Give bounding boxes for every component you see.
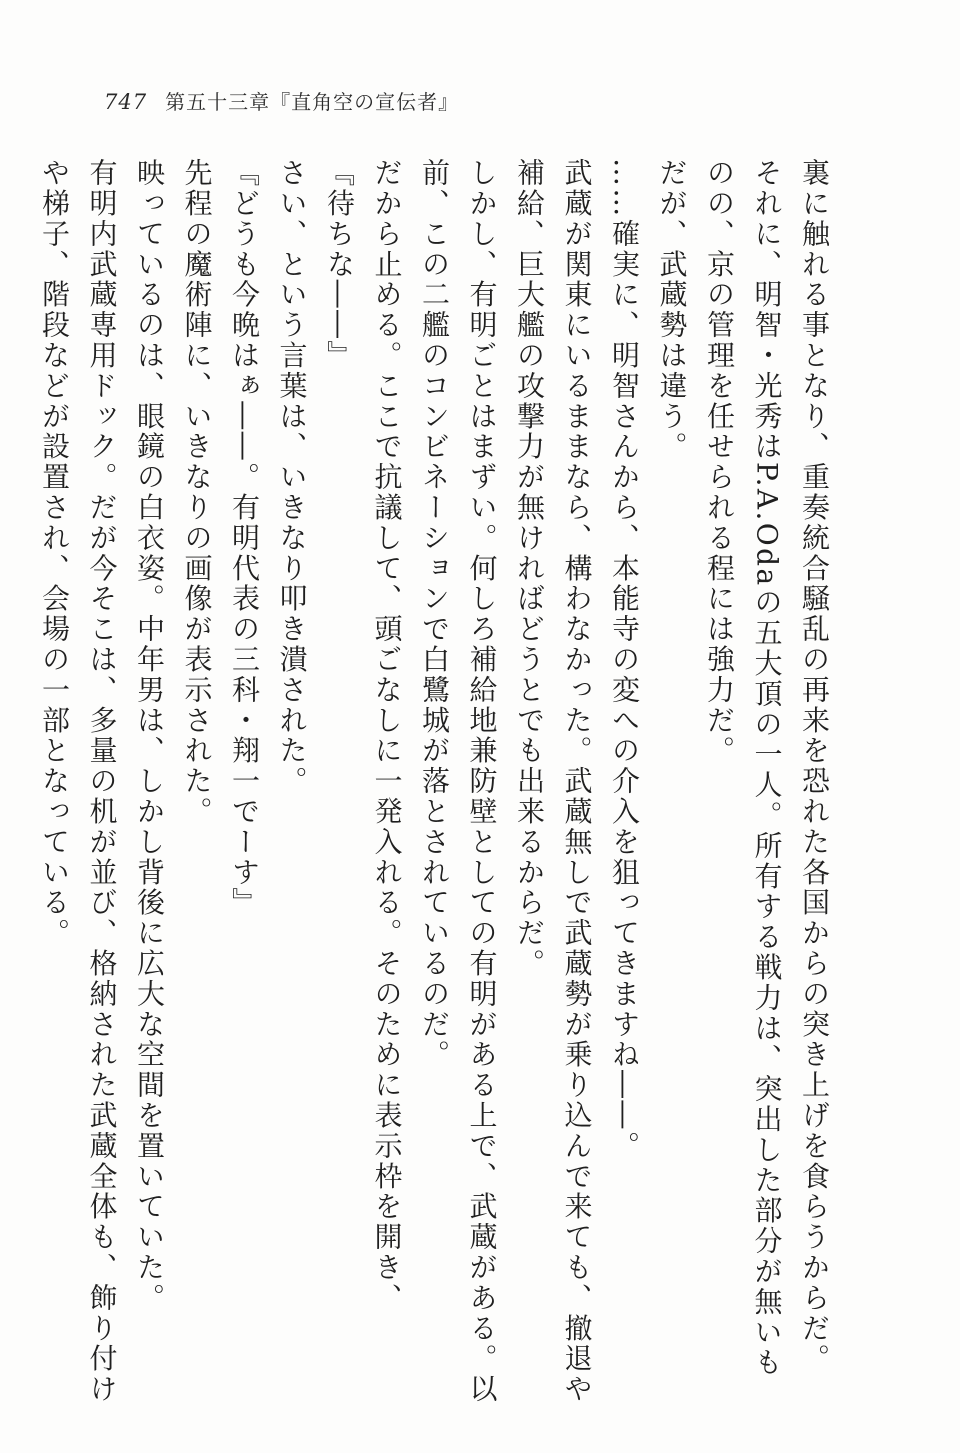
text-line: だから止める。ここで抗議して、頭ごなしに一発入れる。そのために表示枠を開き、 [370, 158, 404, 1314]
text-line: や梯子、階段などが設置され、会場の一部となっている。 [38, 158, 71, 949]
text-line: 補給、巨大艦の攻撃力が無ければどうとでも出来るからだ。 [513, 158, 546, 979]
chapter-title: 第五十三章『直角空の宣伝者』 [165, 90, 460, 114]
text-line: 映っているのは、眼鏡の白衣姿。中年男は、しかし背後に広大な空間を置いていた。 [133, 158, 166, 1314]
text-line: 前、この二艦のコンビネーションで白鷺城が落とされているのだ。 [418, 158, 451, 1070]
text-line: 先程の魔術陣に、いきなりの画像が表示された。 [180, 158, 214, 827]
running-header [104, 86, 459, 116]
page-number: 747 [104, 90, 148, 114]
text-line: のの、京の管理を任せられる程には強力だ。 [703, 158, 736, 766]
text-line: 有明内武蔵専用ドック。だが今そこは、多量の机が並び、格納された武蔵全体も、飾り付け [85, 158, 119, 1405]
text-line: さい、という言葉は、いきなり叩き潰された。 [275, 158, 309, 797]
text-line: 『待ちな――』 [323, 158, 356, 371]
text-line: それに、明智・光秀はP.A.Odaの五大頂の一人。所有する戦力は、突出した部分が無いも [750, 158, 784, 1378]
text-line: 裏に触れる事となり、重奏統合騒乱の再来を恐れた各国からの突き上げを食らうからだ。 [798, 158, 831, 1374]
text-line: だが、武蔵勢は違う。 [655, 158, 689, 462]
text-line: 『どうも今晩はぁ――。有明代表の三科・翔一でーす』 [228, 158, 261, 918]
text-line: しかし、有明ごとはまずい。何しろ補給地兼防壁としての有明がある上で、武蔵がある。以 [465, 158, 499, 1405]
vertical-body-text [31, 158, 839, 1405]
text-line: 武蔵が関東にいるままなら、構わなかった。武蔵無しで武蔵勢が乗り込んで来ても、撤退や [560, 158, 594, 1405]
text-line: ……確実に、明智さんから、本能寺の変への介入を狙ってきますね――。 [608, 158, 641, 1162]
